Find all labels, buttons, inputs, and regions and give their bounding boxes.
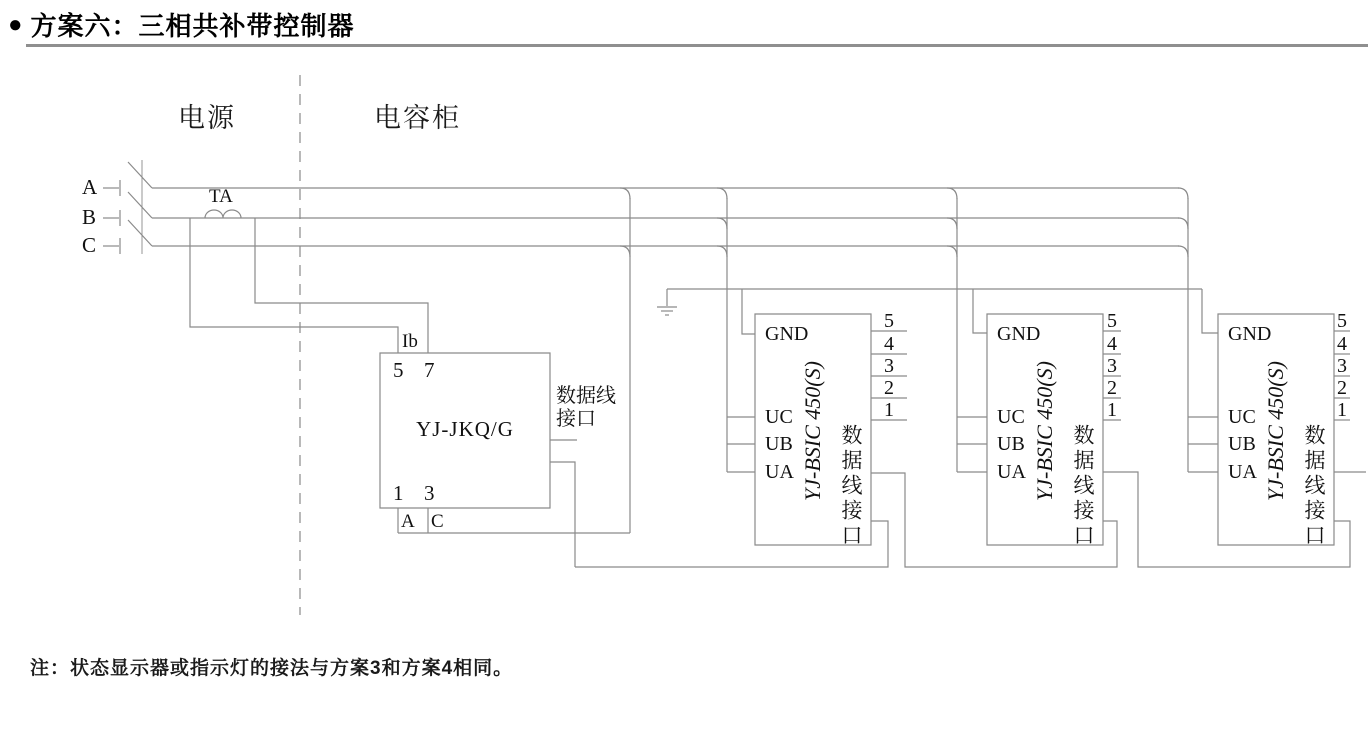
unit3-terminal-1: 1 [1337,399,1347,421]
unit3-name: YJ-BSIC 450(S) [1263,361,1288,501]
unit2-gnd-label: GND [997,323,1041,345]
region-label-power: 电源 [178,103,236,133]
data-line-wires [575,472,1366,567]
unit3-uc-label: UC [1228,406,1256,428]
controller-data-port-label-line2: 接口 [556,408,596,430]
region-label-capacitor-cabinet: 电容柜 [374,103,461,133]
phase-a-label: A [82,175,98,199]
unit1-terminal-3: 3 [884,355,894,377]
unit1-data-port-label: 数据线接口 [839,424,863,549]
unit2-terminal-5: 5 [1107,310,1117,332]
unit2-name: YJ-BSIC 450(S) [1032,361,1057,501]
unit3-terminal-2: 2 [1337,377,1347,399]
unit3-terminal-5: 5 [1337,310,1347,332]
unit3-gnd-label: GND [1228,323,1272,345]
controller-terminal-3: 3 [424,481,435,505]
controller-data-port-label-line1: 数据线 [556,385,616,407]
page-header [8,6,355,43]
controller-terminal-5: 5 [393,358,404,382]
phase-c-label: C [82,233,97,257]
unit1-uc-label: UC [765,406,793,428]
current-transformer-symbol [190,210,428,353]
unit1-terminal-2: 2 [884,377,894,399]
header-rule [26,44,1368,47]
unit3-terminal-4: 4 [1337,333,1347,355]
phase-drop-wires [630,198,1188,533]
unit1-terminal-4: 4 [884,333,894,355]
unit2-terminal-2: 2 [1107,377,1117,399]
controller-terminal-7: 7 [424,358,435,382]
page-title: 方案六：三相共补带控制器 [30,11,355,41]
controller-terminal-a: A [401,511,415,532]
controller-name: YJ-JKQ/G [416,417,514,441]
unit2-terminal-3: 3 [1107,355,1117,377]
ct-current-label: Ib [402,331,418,352]
unit3-ub-label: UB [1228,433,1256,455]
ground-bus [657,289,1218,334]
ground-symbol [657,307,677,315]
unit2-ua-label: UA [997,461,1026,483]
unit2-data-port-label: 数据线接口 [1071,424,1095,549]
controller-terminal-1: 1 [393,481,404,505]
unit1-gnd-label: GND [765,323,809,345]
bullet-icon: ● [8,10,23,38]
unit3-ua-label: UA [1228,461,1257,483]
unit2-ub-label: UB [997,433,1025,455]
unit1-terminal-1: 1 [884,399,894,421]
unit3-data-port-label: 数据线接口 [1302,424,1326,549]
unit2-terminal-4: 4 [1107,333,1117,355]
unit1-terminal-5: 5 [884,310,894,332]
unit2-uc-label: UC [997,406,1025,428]
footer-note: 注：状态显示器或指示灯的接法与方案3和方案4相同。 [30,658,514,679]
wire-corner-arcs [620,188,1188,257]
ct-label: TA [209,186,233,207]
unit1-name: YJ-BSIC 450(S) [800,361,825,501]
unit1-ua-label: UA [765,461,794,483]
unit3-terminal-3: 3 [1337,355,1347,377]
unit2-terminal-1: 1 [1107,399,1117,421]
controller-terminal-c: C [431,511,444,532]
phase-b-label: B [82,205,97,229]
three-pole-switch [120,160,152,254]
unit1-ub-label: UB [765,433,793,455]
